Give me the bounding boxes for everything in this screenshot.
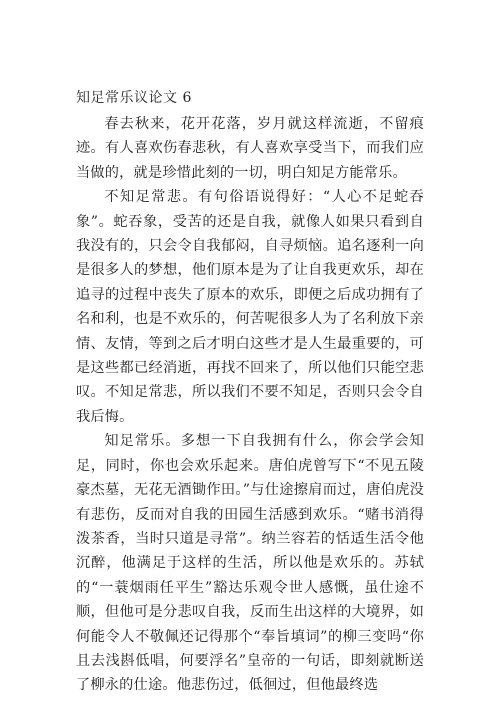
document-title: 知足常乐议论文 6 [76, 90, 192, 106]
paragraph-contentment: 知足常乐。多想一下自我拥有什么，你会学会知足，同时，你也会欢乐起来。唐伯虎曾写下“不见五陵豪杰墓，无花无酒锄作田。”与仕途擦肩而过，唐伯虎没有悲伤，反而对自我的田园生活感到欢乐。“赌书消得泼茶香，当时只道是寻常”。纳兰容若的恬适生活令他沉醉，他满足于这样的生活，所以他是欢乐的。苏轼的“一蓑烟雨任平生”豁达乐观令世人感慨，虽仕途不顺，但他可是分悲叹自我，反而生出这样的大境界，如何能令人不敬佩还记得那个“奉旨填词”的柳三变吗“你且去浅斟低唱，何要浮名”皇帝的一句话，即刻就断送了柳永的仕途。他悲伤过，低徊过，但他最终选 [76, 433, 424, 694]
paragraph-intro: 春去秋来，花开花落，岁月就这样流逝，不留痕迹。有人喜欢伤春悲秋，有人喜欢享受当下，而我们应当做的，就是珍惜此刻的一切，明白知足方能常乐。 [76, 116, 424, 181]
paragraph-discontent: 不知足常悲。有句俗语说得好：“人心不足蛇吞象”。蛇吞象，受苦的还是自我，就像人如果只看到自我没有的，只会令自我郁闷，自寻烦恼。追名逐利一向是很多人的梦想，他们原本是为了让自我更欢乐，却在追寻的过程中丧失了原本的欢乐，即便之后成功拥有了名和利，也是不欢乐的，何苦呢很多人为了名利放下亲情、友情，等到之后才明白这些才是人生最重要的，可是这些都已经消逝，再找不回来了，所以他们只能空悲叹。不知足常悲，所以我们不要不知足，否则只会令自我后悔。 [76, 189, 424, 425]
